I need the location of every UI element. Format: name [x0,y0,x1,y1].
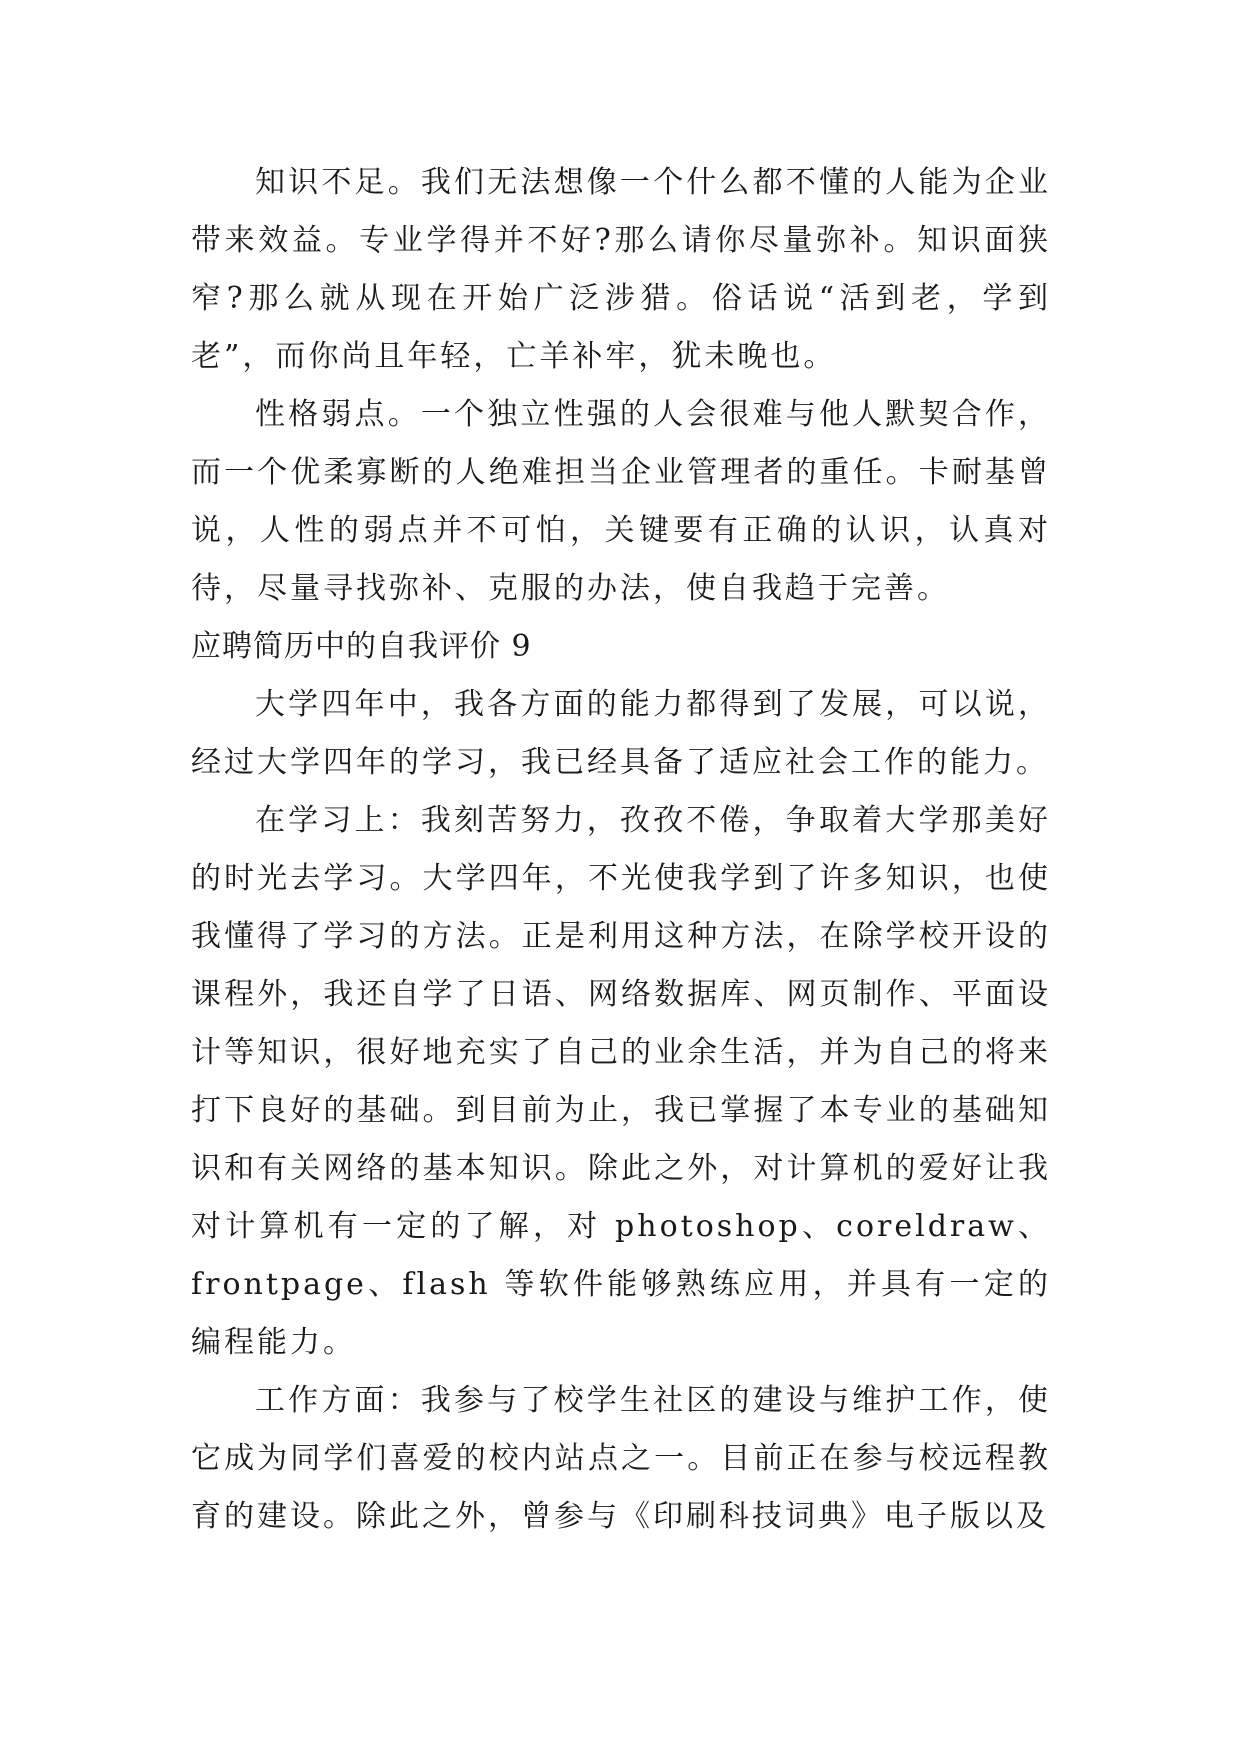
document-body [191,154,1051,1546]
paragraph-work: 工作方面：我参与了校学生社区的建设与维护工作，使它成为同学们喜爱的校内站点之一。目前正在参与校远程教育的建设。除此之外，曾参与《印刷科技词典》电子版以及 [191,1383,1051,1534]
section-heading: 应聘简历中的自我评价 9 [191,629,532,664]
paragraph-knowledge: 知识不足。我们无法想像一个什么都不懂的人能为企业带来效益。专业学得并不好?那么请你尽量弥补。知识面狭窄?那么就从现在开始广泛涉猎。俗话说“活到老，学到老”，而你尚且年轻，亡羊补牢，犹未晚也。 [191,165,1051,374]
paragraph-study: 在学习上：我刻苦努力，孜孜不倦，争取着大学那美好的时光去学习。大学四年，不光使我学到了许多知识，也使我懂得了学习的方法。正是利用这种方法，在除学校开设的课程外，我还自学了日语、网络数据库、网页制作、平面设计等知识，很好地充实了自己的业余生活，并为自己的将来打下良好的基础。到目前为止，我已掌握了本专业的基础知识和有关网络的基本知识。除此之外，对计算机的爱好让我对计算机有一定的了解，对 photoshop、coreldraw、frontpage、flash 等软件能够熟练应用，并具有一定的编程能力。 [191,803,1051,1360]
paragraph-personality: 性格弱点。一个独立性强的人会很难与他人默契合作，而一个优柔寡断的人绝难担当企业管理者的重任。卡耐基曾说，人性的弱点并不可怕，关键要有正确的认识，认真对待，尽量寻找弥补、克服的办法，使自我趋于完善。 [191,397,1051,606]
paragraph-university-abilities: 大学四年中，我各方面的能力都得到了发展，可以说，经过大学四年的学习，我已经具备了适应社会工作的能力。 [191,687,1051,780]
